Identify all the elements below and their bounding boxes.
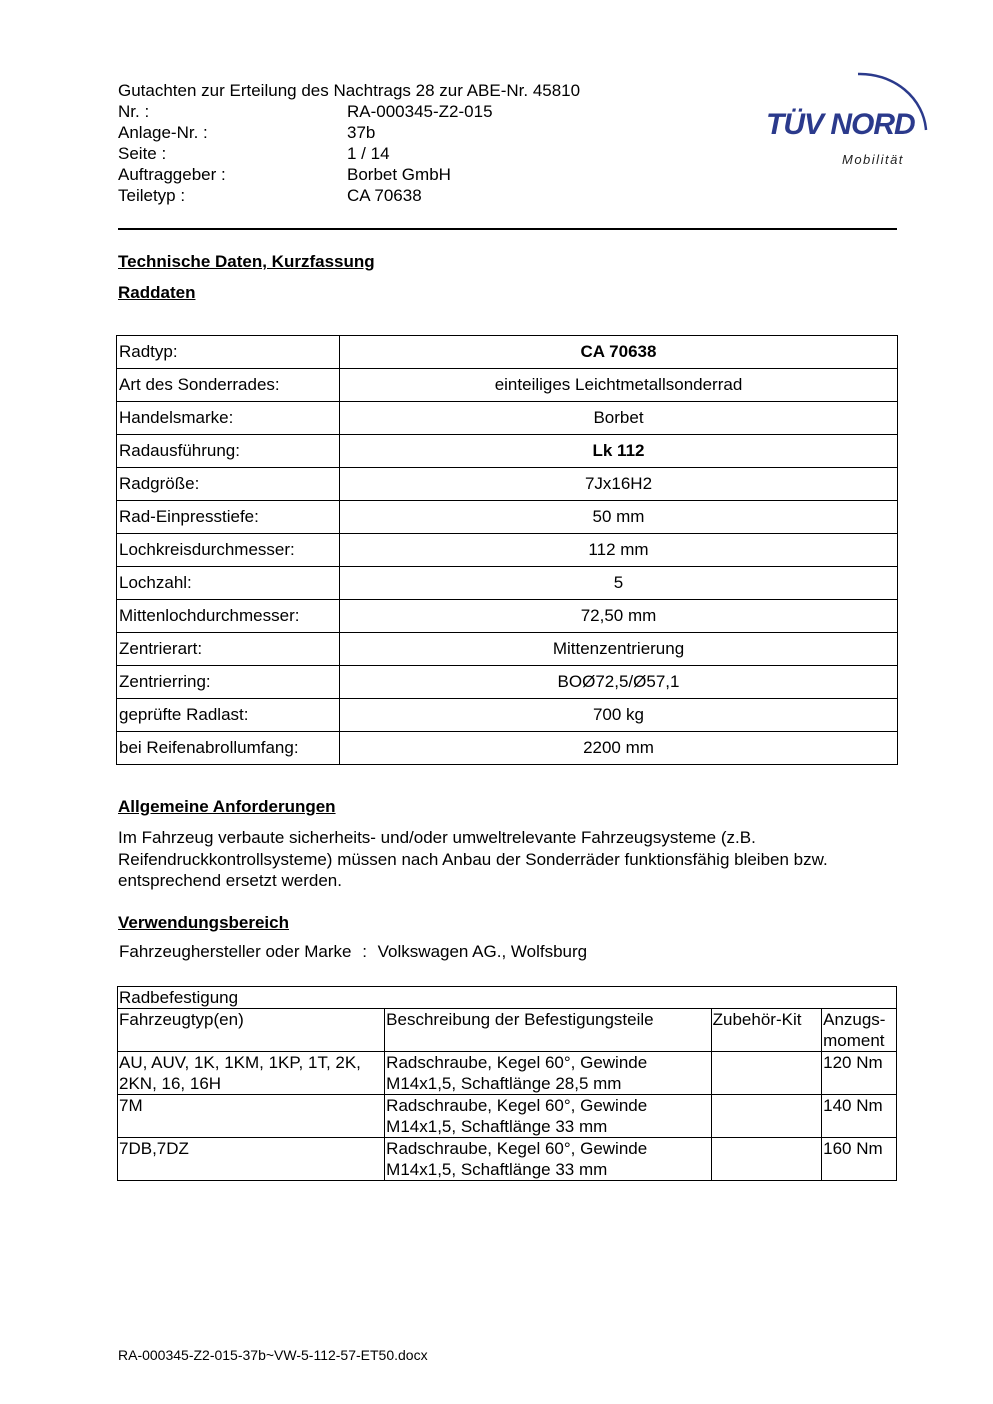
vehicle-types: AU, AUV, 1K, 1KM, 1KP, 1T, 2K, 2KN, 16, 16H bbox=[118, 1052, 385, 1095]
header-row-seite bbox=[118, 143, 580, 164]
document-header bbox=[118, 80, 580, 206]
row-label: bei Reifenabrollumfang: bbox=[117, 732, 340, 765]
table-row bbox=[117, 435, 898, 468]
svg-text:TÜV NORD: TÜV NORD bbox=[766, 108, 915, 141]
fastening-description: Radschraube, Kegel 60°, Gewinde M14x1,5, Schaftlänge 28,5 mm bbox=[385, 1052, 711, 1095]
header-row-anlage bbox=[118, 122, 580, 143]
tuev-nord-logo bbox=[760, 56, 950, 176]
table-row bbox=[117, 402, 898, 435]
row-label: Lochkreisdurchmesser: bbox=[117, 534, 340, 567]
general-requirements-heading: Allgemeine Anforderungen bbox=[118, 797, 336, 816]
file-name-footer: RA-000345-Z2-015-37b~VW-5-112-57-ET50.docx bbox=[118, 1347, 428, 1363]
table-title-row bbox=[118, 987, 897, 1009]
row-value: 5 bbox=[340, 567, 898, 600]
manufacturer-label: Fahrzeughersteller oder Marke bbox=[119, 942, 352, 961]
row-value: einteiliges Leichtmetallsonderrad bbox=[340, 369, 898, 402]
column-header: Fahrzeugtyp(en) bbox=[118, 1009, 385, 1052]
fastening-table bbox=[117, 986, 897, 1181]
row-label: Lochzahl: bbox=[117, 567, 340, 600]
row-label: geprüfte Radlast: bbox=[117, 699, 340, 732]
usage-heading: Verwendungsbereich bbox=[118, 913, 289, 932]
row-value: 7Jx16H2 bbox=[340, 468, 898, 501]
row-value: 700 kg bbox=[340, 699, 898, 732]
row-label: Handelsmarke: bbox=[117, 402, 340, 435]
manufacturer-value: Volkswagen AG., Wolfsburg bbox=[377, 942, 588, 961]
table-row bbox=[117, 468, 898, 501]
table-row bbox=[118, 1095, 897, 1138]
row-value: BOØ72,5/Ø57,1 bbox=[340, 666, 898, 699]
fastening-title: Radbefestigung bbox=[118, 987, 897, 1009]
table-row bbox=[117, 732, 898, 765]
accessory-kit bbox=[711, 1052, 821, 1095]
vehicle-types: 7M bbox=[118, 1095, 385, 1138]
header-value: 37b bbox=[347, 123, 376, 142]
table-row bbox=[117, 534, 898, 567]
header-label: Anlage-Nr. : bbox=[118, 123, 208, 142]
table-row bbox=[117, 369, 898, 402]
document-title: Gutachten zur Erteilung des Nachtrags 28 zur ABE-Nr. 45810 bbox=[118, 81, 581, 100]
row-label: Art des Sonderrades: bbox=[117, 369, 340, 402]
row-value: 72,50 mm bbox=[340, 600, 898, 633]
header-value: Borbet GmbH bbox=[347, 165, 451, 184]
row-label: Mittenlochdurchmesser: bbox=[117, 600, 340, 633]
table-row bbox=[118, 1052, 897, 1095]
torque: 120 Nm bbox=[822, 1052, 897, 1095]
column-header: Anzugs-moment bbox=[822, 1009, 897, 1052]
table-row bbox=[117, 666, 898, 699]
row-value: 50 mm bbox=[340, 501, 898, 534]
manufacturer-separator: : bbox=[362, 942, 367, 961]
row-value: 2200 mm bbox=[340, 732, 898, 765]
tuev-nord-logo-graphic bbox=[760, 56, 950, 176]
row-label: Radtyp: bbox=[117, 336, 340, 369]
row-label: Radausführung: bbox=[117, 435, 340, 468]
table-row bbox=[117, 633, 898, 666]
row-value: CA 70638 bbox=[340, 336, 898, 369]
header-value: 1 / 14 bbox=[347, 144, 390, 163]
column-header: Zubehör-Kit bbox=[711, 1009, 821, 1052]
row-label: Rad-Einpresstiefe: bbox=[117, 501, 340, 534]
header-value: RA-000345-Z2-015 bbox=[347, 102, 493, 121]
technical-data-heading: Technische Daten, Kurzfassung bbox=[118, 252, 375, 271]
row-label: Radgröße: bbox=[117, 468, 340, 501]
accessory-kit bbox=[711, 1095, 821, 1138]
column-header: Beschreibung der Befestigungsteile bbox=[385, 1009, 711, 1052]
svg-text:Mobilität: Mobilität bbox=[842, 152, 904, 167]
fastening-description: Radschraube, Kegel 60°, Gewinde M14x1,5, Schaftlänge 33 mm bbox=[385, 1095, 711, 1138]
row-label: Zentrierart: bbox=[117, 633, 340, 666]
wheel-data-heading: Raddaten bbox=[118, 283, 196, 302]
table-row bbox=[117, 567, 898, 600]
table-row bbox=[117, 501, 898, 534]
header-label: Teiletyp : bbox=[118, 186, 186, 205]
accessory-kit bbox=[711, 1138, 821, 1181]
table-row bbox=[117, 699, 898, 732]
vehicle-types: 7DB,7DZ bbox=[118, 1138, 385, 1181]
table-row bbox=[117, 600, 898, 633]
torque: 140 Nm bbox=[822, 1095, 897, 1138]
table-row bbox=[118, 1138, 897, 1181]
header-row-teiletyp bbox=[118, 185, 580, 206]
general-requirements-text: Im Fahrzeug verbaute sicherheits- und/oder umweltrelevante Fahrzeugsysteme (z.B. Reifendruckkontrollsysteme) müssen nach Anbau der Sonderräder funktionsfähig bleiben bzw. entsprechend ersetzt werden. bbox=[118, 828, 828, 890]
header-label: Seite : bbox=[118, 144, 167, 163]
row-value: Lk 112 bbox=[340, 435, 898, 468]
fastening-description: Radschraube, Kegel 60°, Gewinde M14x1,5, Schaftlänge 33 mm bbox=[385, 1138, 711, 1181]
header-divider bbox=[118, 228, 897, 230]
row-value: 112 mm bbox=[340, 534, 898, 567]
torque: 160 Nm bbox=[822, 1138, 897, 1181]
header-row-nr bbox=[118, 101, 580, 122]
manufacturer-line bbox=[119, 942, 593, 962]
header-row-auftraggeber bbox=[118, 164, 580, 185]
header-value: CA 70638 bbox=[347, 186, 422, 205]
table-header-row bbox=[118, 1009, 897, 1052]
row-value: Borbet bbox=[340, 402, 898, 435]
wheel-data-table bbox=[116, 335, 898, 765]
header-label: Nr. : bbox=[118, 102, 150, 121]
table-row bbox=[117, 336, 898, 369]
row-value: Mittenzentrierung bbox=[340, 633, 898, 666]
row-label: Zentrierring: bbox=[117, 666, 340, 699]
header-label: Auftraggeber : bbox=[118, 165, 226, 184]
